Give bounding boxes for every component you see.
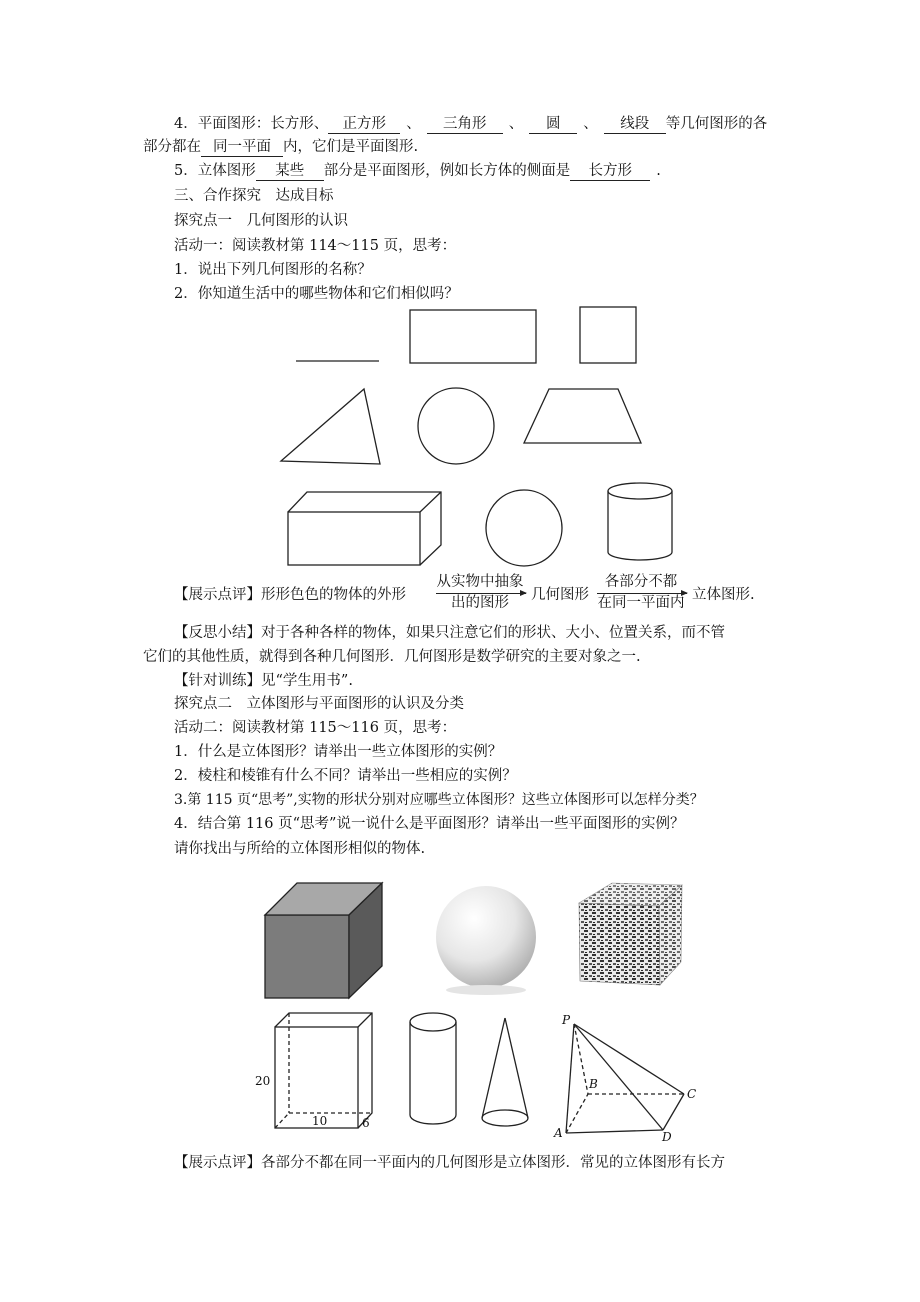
pyramid-figure [566,1024,684,1133]
cuboid-depth-label: 6 [362,1116,370,1130]
vertex-D-label: D [662,1130,672,1144]
vertex-A-label: A [554,1126,563,1140]
explore-1-title: 探究点一 几何图形的认识 [174,213,348,229]
display-2-line: 【展示点评】各部分不都在同一平面内的几何图形是立体图形．常见的立体图形有长方 [174,1155,725,1171]
vertex-C-label: C [687,1087,697,1101]
blank-segment: 线段 [604,116,666,134]
arrow-2-bottom-label: 在同一平面内 [597,595,685,611]
display-1-end: 立体图形. [692,587,755,603]
explore-1-q1: 1．说出下列几何图形的名称？ [174,262,372,278]
explore-2-q1: 1．什么是立体图形？请举出一些立体图形的实例？ [174,744,503,760]
blank-triangle: 三角形 [427,116,503,134]
arrow-1-top-label: 从实物中抽象 [436,574,524,590]
blank-circle: 圆 [529,116,577,134]
vertex-B-label: B [589,1077,598,1091]
explore-2-q4: 4．结合第 116 页“思考”说一说什么是平面图形？请举出一些平面图形的实例？ [174,816,685,832]
explore-2-q2: 2．棱柱和棱锥有什么不同？请举出一些相应的实例？ [174,768,517,784]
cuboid-width-label: 10 [312,1114,328,1128]
training-line: 【针对训练】见“学生用书”. [174,673,353,689]
explore-2-activity: 活动二：阅读教材第 115～116 页，思考： [174,720,457,736]
triangle-shape [281,389,380,464]
line-5: 5．立体图形 某些 部分是平面图形，例如长方体的侧面是 长方形 . [174,163,661,179]
textured-box-photo [579,883,682,985]
rectangle-shape [410,310,536,363]
explore-2-title: 探究点二 立体图形与平面图形的认识及分类 [174,696,464,712]
blank-rectangle: 长方形 [570,163,650,181]
display-1-mid: 几何图形 [531,587,589,603]
display-1-lead: 【展示点评】形形色色的物体的外形 [174,587,406,603]
cuboid-shape [288,492,441,565]
cylinder-figure [410,1013,456,1124]
reflect-line-2: 它们的其他性质，就得到各种几何图形．几何图形是数学研究的主要对象之一. [143,649,641,665]
line-4-cont: 部分都在 同一平面 内，它们是平面图形. [143,139,419,155]
blank-square: 正方形 [328,116,400,134]
blank-same-plane: 同一平面 [201,139,283,157]
cylinder-shape [608,483,672,560]
arrow-1-bottom-label: 出的图形 [451,595,509,611]
arrow-2-top-label: 各部分不都 [604,574,678,590]
square-shape [580,307,636,363]
sphere-photo [436,886,536,988]
dimensioned-cuboid-figure [275,1013,372,1128]
circle-shape [418,388,494,464]
explore-1-q2: 2．你知道生活中的哪些物体和它们相似吗？ [174,286,459,302]
vertex-P-label: P [562,1013,571,1027]
line-4: 4．平面图形：长方形、 正方形 、 三角形 、 圆 、 线段 等几何图形的各 [174,116,768,132]
explore-2-q5: 请你找出与所给的立体图形相似的物体. [174,841,426,857]
explore-1-activity: 活动一：阅读教材第 114～115 页，思考： [174,238,457,254]
sphere-shape [486,490,562,566]
cone-figure [482,1018,528,1126]
cuboid-height-label: 20 [255,1074,271,1088]
section-3-heading: 三、合作探究 达成目标 [174,188,334,204]
trapezoid-shape [524,389,641,443]
explore-2-q3: 3.第 115 页“思考”,实物的形状分别对应哪些立体图形？这些立体图形可以怎样分类？ [174,792,704,808]
reflect-line-1: 【反思小结】对于各种各样的物体，如果只注意它们的形状、大小、位置关系，而不管 [174,625,725,641]
shaded-cube-figure [265,883,382,998]
blank-some: 某些 [256,163,324,181]
